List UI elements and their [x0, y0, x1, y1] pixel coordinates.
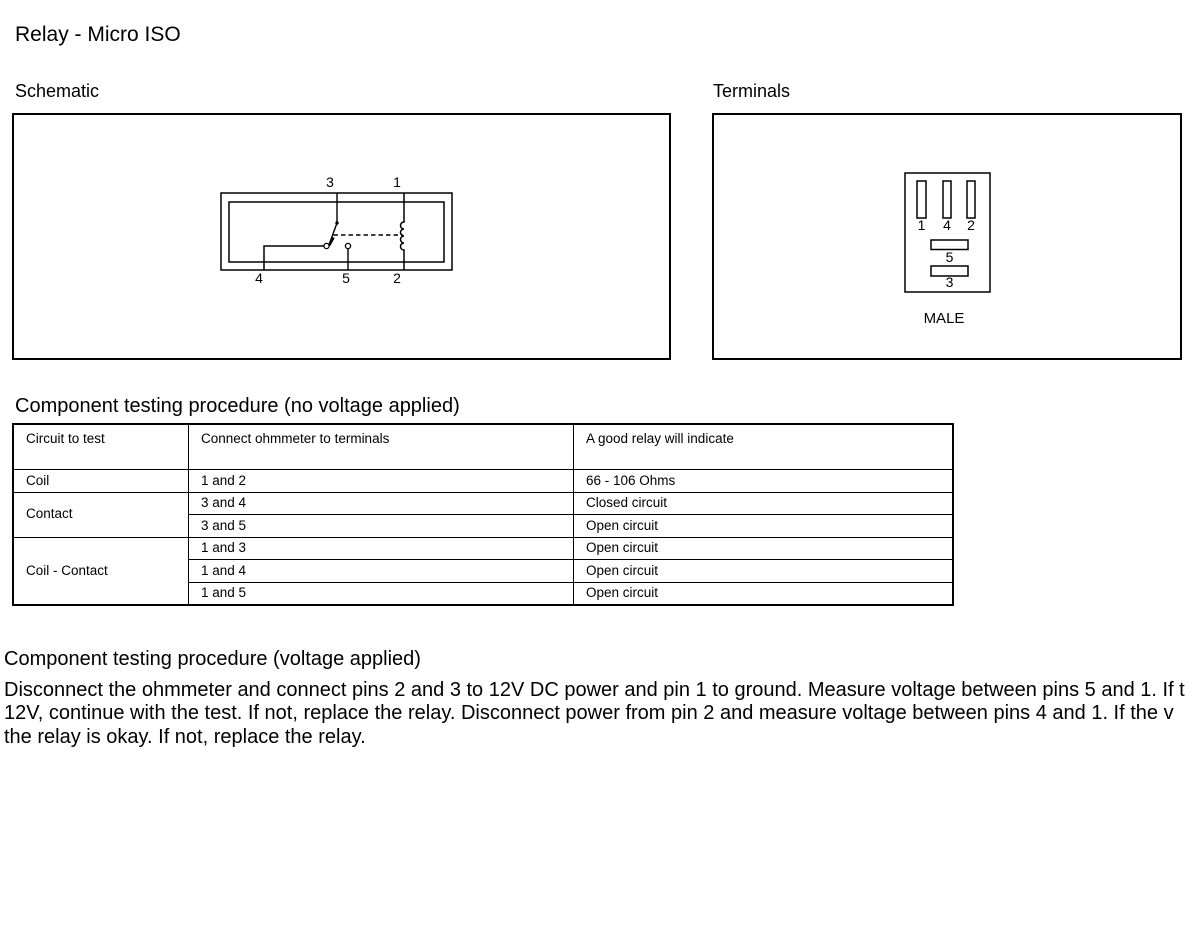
terminal-label-5: 5 — [945, 249, 954, 265]
contact-node-5 — [345, 243, 350, 248]
voltage-procedure-text — [4, 679, 1200, 749]
cell-result: Open circuit — [574, 560, 954, 583]
cell-terminals: 1 and 5 — [189, 582, 574, 605]
table-row-contact-1 — [13, 492, 953, 515]
cell-circuit: Contact — [13, 492, 189, 537]
terminal-label-2: 2 — [967, 217, 975, 233]
schematic-pin-label-2: 2 — [393, 270, 401, 286]
terminal-label-3: 3 — [945, 274, 954, 290]
schematic-pin-label-1: 1 — [393, 174, 401, 190]
page-title: Relay - Micro ISO — [15, 23, 181, 46]
pin-4-lead — [264, 246, 324, 270]
terminal-slot-2 — [967, 181, 975, 218]
cell-terminals: 1 and 4 — [189, 560, 574, 583]
table-header-row — [13, 424, 953, 470]
terminals-pinout-diagram — [712, 113, 1182, 360]
terminal-label-1: 1 — [917, 217, 926, 233]
connector-gender-label: MALE — [923, 310, 965, 327]
table-row-coil — [13, 470, 953, 493]
cell-result: Open circuit — [574, 515, 954, 538]
terminal-slot-1 — [917, 181, 926, 218]
cell-terminals: 1 and 2 — [189, 470, 574, 493]
table-row-coil-contact-1 — [13, 537, 953, 560]
cell-circuit: Coil - Contact — [13, 537, 189, 605]
schematic-pin-label-5: 5 — [342, 270, 350, 286]
cell-circuit: Coil — [13, 470, 189, 493]
coil-symbol — [401, 193, 404, 270]
terminal-slot-4 — [943, 181, 951, 218]
header-circuit-to-test: Circuit to test — [13, 424, 189, 470]
contact-node-4 — [324, 243, 329, 248]
cell-result: Open circuit — [574, 537, 954, 560]
no-voltage-heading: Component testing procedure (no voltage applied) — [15, 395, 460, 417]
cell-result: 66 - 106 Ohms — [574, 470, 954, 493]
voltage-heading: Component testing procedure (voltage applied) — [4, 648, 421, 670]
cell-result: Open circuit — [574, 582, 954, 605]
no-voltage-test-table — [12, 423, 954, 606]
cell-terminals: 3 and 4 — [189, 492, 574, 515]
schematic-pin-label-4: 4 — [255, 270, 263, 286]
cell-terminals: 3 and 5 — [189, 515, 574, 538]
terminals-heading: Terminals — [713, 81, 791, 101]
procedure-text-line-2: 12V, continue with the test. If not, replace the relay. Disconnect power from pin 2 and measure voltage between pins 4 and 1. If the v — [4, 702, 1174, 725]
procedure-text-line-1: Disconnect the ohmmeter and connect pins 2 and 3 to 12V DC power and pin 1 to ground. Measure voltage between pins 5 and 1. If t — [4, 679, 1185, 701]
terminal-label-4: 4 — [943, 217, 951, 233]
cell-result: Closed circuit — [574, 492, 954, 515]
schematic-pin-label-3: 3 — [326, 174, 334, 190]
header-connect-ohmmeter: Connect ohmmeter to terminals — [189, 424, 574, 470]
header-good-relay: A good relay will indicate — [574, 424, 954, 470]
procedure-text-line-3: the relay is okay. If not, replace the relay. — [4, 725, 366, 748]
schematic-heading: Schematic — [15, 81, 100, 101]
relay-schematic-diagram — [12, 113, 671, 360]
cell-terminals: 1 and 3 — [189, 537, 574, 560]
